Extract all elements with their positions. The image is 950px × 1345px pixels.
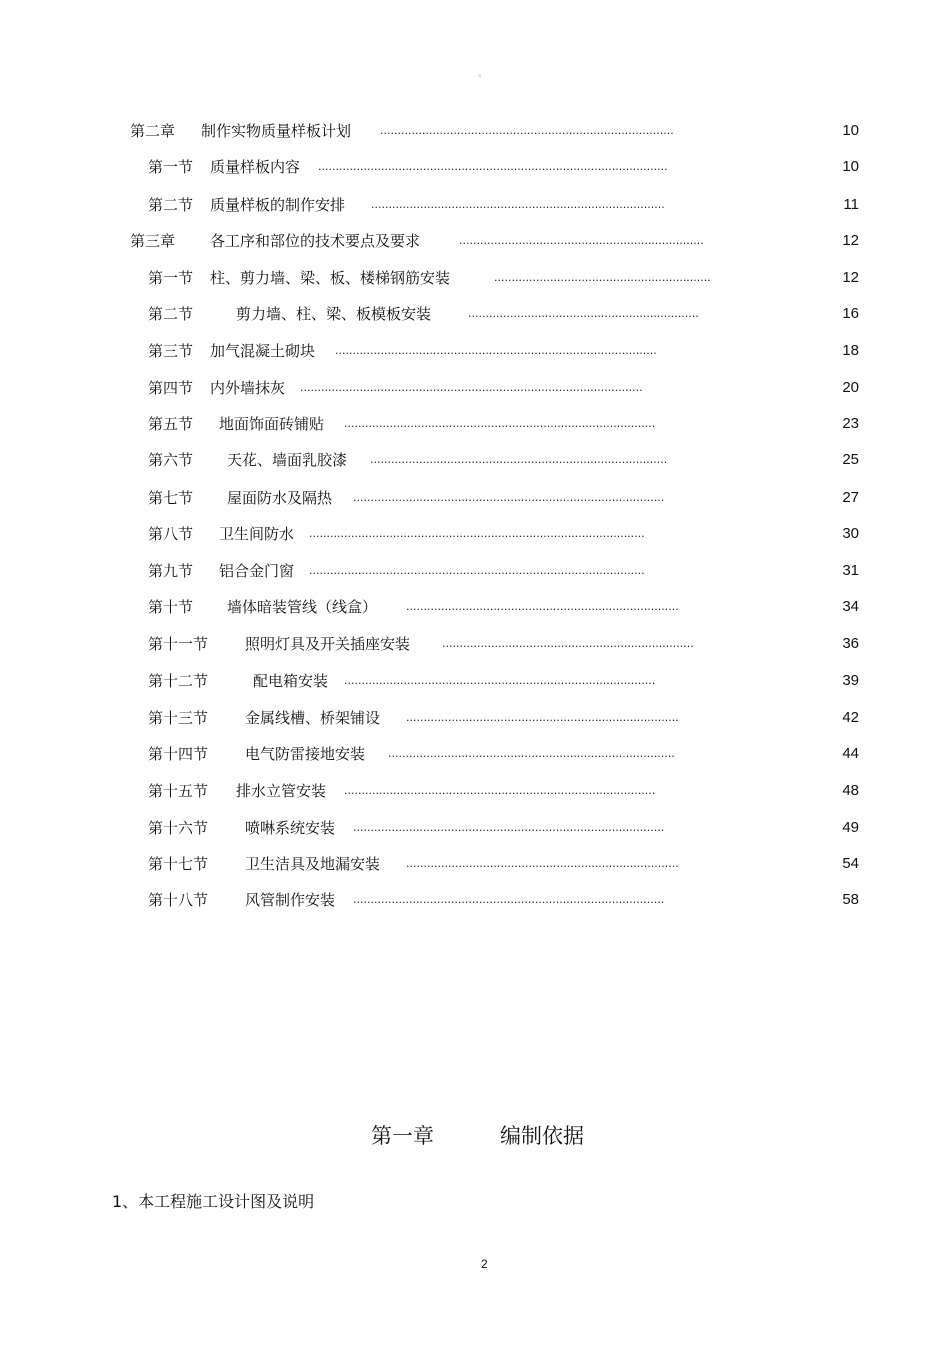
toc-entry-number: 第二节 — [148, 305, 194, 323]
toc-entry-title: 质量样板的制作安排 — [210, 196, 346, 214]
toc-leader-dots: ......................................................................................... — [344, 674, 656, 687]
toc-entry[interactable] — [0, 779, 950, 803]
toc-entry[interactable] — [0, 852, 950, 876]
toc-entry-page: 49 — [842, 819, 859, 836]
toc-leader-dots: ......................................................................................... — [353, 893, 665, 906]
toc-entry[interactable] — [0, 706, 950, 730]
toc-entry-title: 风管制作安装 — [245, 891, 336, 909]
page-number: 2 — [481, 1257, 488, 1271]
toc-entry-page: 34 — [842, 598, 859, 615]
toc-entry-number: 第四节 — [148, 379, 194, 397]
toc-leader-dots: ......................................................................................... — [344, 784, 656, 797]
toc-entry-page: 11 — [843, 196, 859, 213]
toc-entry-page: 16 — [842, 305, 859, 322]
toc-leader-dots: .................................................................................... — [371, 198, 665, 211]
toc-entry[interactable] — [0, 888, 950, 912]
toc-entry[interactable] — [0, 339, 950, 363]
toc-leader-dots: .............................................................. — [494, 271, 711, 284]
toc-entry[interactable] — [0, 742, 950, 766]
toc-leader-dots: ......................................................................................... — [353, 821, 665, 834]
toc-entry-page: 10 — [842, 158, 859, 175]
toc-entry-number: 第十一节 — [148, 635, 209, 653]
toc-entry-title: 质量样板内容 — [210, 158, 301, 176]
toc-entry-page: 20 — [842, 379, 859, 396]
section-list-item: 1、本工程施工设计图及说明 — [112, 1192, 315, 1211]
toc-entry-page: 58 — [842, 891, 859, 908]
toc-entry[interactable] — [0, 229, 950, 253]
toc-leader-dots: .................................................................................................... — [318, 160, 668, 173]
toc-entry-number: 第八节 — [148, 525, 194, 543]
toc-leader-dots: ............................................................................................ — [335, 344, 657, 357]
toc-entry[interactable] — [0, 486, 950, 510]
toc-entry-page: 30 — [842, 525, 859, 542]
toc-entry[interactable] — [0, 669, 950, 693]
toc-entry-number: 第十八节 — [148, 891, 209, 909]
toc-entry-title: 卫生间防水 — [219, 525, 295, 543]
toc-entry-title: 卫生洁具及地漏安装 — [245, 855, 381, 873]
toc-leader-dots: .............................................................................. — [406, 600, 679, 613]
toc-entry[interactable] — [0, 816, 950, 840]
toc-entry-title: 天花、墙面乳胶漆 — [227, 451, 348, 469]
toc-entry-title: 内外墙抹灰 — [210, 379, 286, 397]
toc-entry-title: 制作实物质量样板计划 — [201, 122, 352, 140]
toc-entry[interactable] — [0, 448, 950, 472]
toc-entry-page: 44 — [842, 745, 859, 762]
toc-entry-number: 第十五节 — [148, 782, 209, 800]
toc-entry[interactable] — [0, 266, 950, 290]
toc-entry-title: 配电箱安装 — [253, 672, 329, 690]
toc-entry-title: 柱、剪力墙、梁、板、楼梯钢筋安装 — [210, 269, 451, 287]
toc-entry-title: 金属线槽、桥架铺设 — [245, 709, 381, 727]
toc-entry-page: 23 — [842, 415, 859, 432]
toc-entry-page: 31 — [842, 562, 859, 579]
toc-entry-title: 屋面防水及隔热 — [227, 489, 333, 507]
toc-entry-title: 墙体暗装管线（线盒） — [227, 598, 378, 616]
toc-entry-title: 电气防雷接地安装 — [245, 745, 366, 763]
toc-entry[interactable] — [0, 376, 950, 400]
toc-entry-number: 第二节 — [148, 196, 194, 214]
toc-entry[interactable] — [0, 522, 950, 546]
toc-entry-number: 第七节 — [148, 489, 194, 507]
toc-entry-number: 第十二节 — [148, 672, 209, 690]
toc-entry-title: 喷啉系统安装 — [245, 819, 336, 837]
toc-leader-dots: .................................................................................. — [388, 747, 675, 760]
toc-entry[interactable] — [0, 119, 950, 143]
toc-entry-number: 第十四节 — [148, 745, 209, 763]
toc-leader-dots: ................................................................................................ — [309, 564, 645, 577]
toc-leader-dots: ......................................................................................... — [353, 491, 665, 504]
toc-entry-title: 排水立管安装 — [236, 782, 327, 800]
toc-entry-page: 54 — [842, 855, 859, 872]
toc-entry-title: 剪力墙、柱、梁、板模板安装 — [236, 305, 432, 323]
toc-entry-page: 39 — [842, 672, 859, 689]
toc-leader-dots: ................................................................................................ — [309, 527, 645, 540]
chapter-number: 第一章 — [371, 1124, 434, 1148]
toc-entry-number: 第十节 — [148, 598, 194, 616]
toc-leader-dots: .................................................................................................. — [300, 381, 643, 394]
toc-entry-number: 第三节 — [148, 342, 194, 360]
toc-entry-page: 12 — [842, 269, 859, 286]
toc-leader-dots: ..................................................................................... — [370, 453, 668, 466]
toc-entry-page: 10 — [842, 122, 859, 139]
toc-entry-page: 42 — [842, 709, 859, 726]
toc-entry-title: 照明灯具及开关插座安装 — [245, 635, 411, 653]
toc-entry-title: 地面饰面砖铺贴 — [219, 415, 325, 433]
toc-leader-dots: .............................................................................. — [406, 857, 679, 870]
header-mark: 。 — [478, 69, 488, 79]
toc-leader-dots: ...................................................................... — [459, 234, 704, 247]
toc-leader-dots: .................................................................................... — [380, 124, 674, 137]
toc-entry-page: 25 — [842, 451, 859, 468]
toc-entry-number: 第五节 — [148, 415, 194, 433]
toc-entry-page: 48 — [842, 782, 859, 799]
toc-entry-title: 加气混凝土砌块 — [210, 342, 316, 360]
toc-entry-title: 各工序和部位的技术要点及要求 — [210, 232, 421, 250]
toc-entry-number: 第九节 — [148, 562, 194, 580]
chapter-title: 编制依据 — [500, 1124, 584, 1148]
toc-entry[interactable] — [0, 155, 950, 179]
toc-entry-number: 第十六节 — [148, 819, 209, 837]
toc-entry-number: 第一节 — [148, 158, 194, 176]
toc-entry-title: 铝合金门窗 — [219, 562, 295, 580]
toc-leader-dots: ........................................................................ — [442, 637, 694, 650]
toc-leader-dots: .............................................................................. — [406, 711, 679, 724]
toc-entry[interactable] — [0, 632, 950, 656]
toc-entry[interactable] — [0, 595, 950, 619]
toc-entry[interactable] — [0, 193, 950, 217]
toc-leader-dots: ......................................................................................... — [344, 417, 656, 430]
chapter-heading — [0, 1119, 950, 1153]
toc-entry-number: 第十七节 — [148, 855, 209, 873]
toc-entry-page: 36 — [842, 635, 859, 652]
toc-entry-page: 27 — [842, 489, 859, 506]
toc-entry-number: 第一节 — [148, 269, 194, 287]
toc-entry[interactable] — [0, 302, 950, 326]
toc-entry-number: 第三章 — [130, 232, 176, 250]
toc-entry-page: 18 — [842, 342, 859, 359]
toc-entry[interactable] — [0, 412, 950, 436]
toc-entry-number: 第六节 — [148, 451, 194, 469]
toc-leader-dots: .................................................................. — [468, 307, 699, 320]
toc-entry[interactable] — [0, 559, 950, 583]
toc-entry-number: 第十三节 — [148, 709, 209, 727]
toc-entry-number: 第二章 — [130, 122, 176, 140]
toc-entry-page: 12 — [842, 232, 859, 249]
